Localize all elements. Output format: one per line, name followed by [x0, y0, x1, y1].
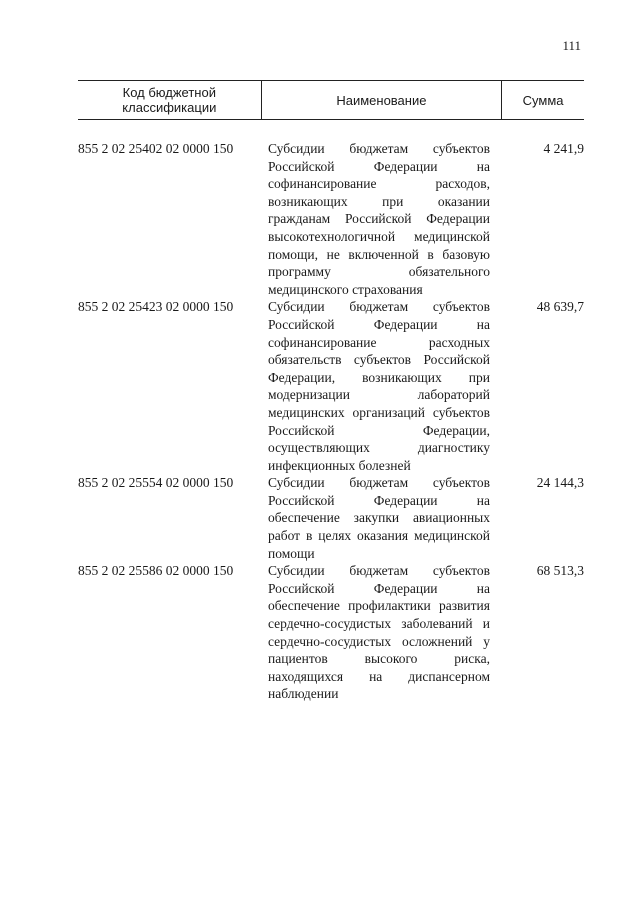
table-row [78, 474, 584, 562]
row-sum: 68 513,3 [536, 563, 584, 579]
row-sum: 24 144,3 [536, 475, 584, 491]
row-code: 855 2 02 25586 02 0000 150 [78, 563, 234, 579]
row-name: Субсидии бюджетам субъектов Российской Федерации на софинансирование расходов, возникающих при оказании гражданам Российской Федерации высокотехнологичной медицинской помощи, не включенной в базовую программу обязательного медицинского страхования [268, 141, 490, 297]
row-name: Субсидии бюджетам субъектов Российской Федерации на обеспечение закупки авиационных работ в целях оказания медицинской помощи [268, 475, 490, 561]
row-sum: 4 241,9 [543, 141, 584, 156]
table-row [78, 562, 584, 703]
row-code: 855 2 02 25554 02 0000 150 [78, 475, 234, 491]
row-sum: 48 639,7 [536, 299, 584, 315]
row-code: 855 2 02 25402 02 0000 150 [78, 141, 234, 156]
table-header [78, 80, 584, 120]
table-row [78, 298, 584, 474]
table-body [78, 140, 584, 703]
table-row [78, 140, 584, 298]
header-name: Наименование [262, 81, 503, 119]
header-sum: Сумма [522, 92, 564, 108]
row-name: Субсидии бюджетам субъектов Российской Федерации на софинансирование расходных обязательств субъектов Российской Федерации, возникающих при модернизации лабораторий медицинских организаций субъектов Российской Федерации, осуществляющих диагностику инфекционных болезней [268, 299, 490, 473]
page-number: 111 [562, 38, 581, 53]
row-code: 855 2 02 25423 02 0000 150 [78, 299, 234, 315]
row-name: Субсидии бюджетам субъектов Российской Федерации на обеспечение профилактики развития сердечно-сосудистых заболеваний и сердечно-сосудистых осложнений у пациентов высокого риска, находящихся на диспансерном наблюдении [268, 563, 490, 702]
header-code: Код бюджетной классификации [78, 81, 262, 119]
